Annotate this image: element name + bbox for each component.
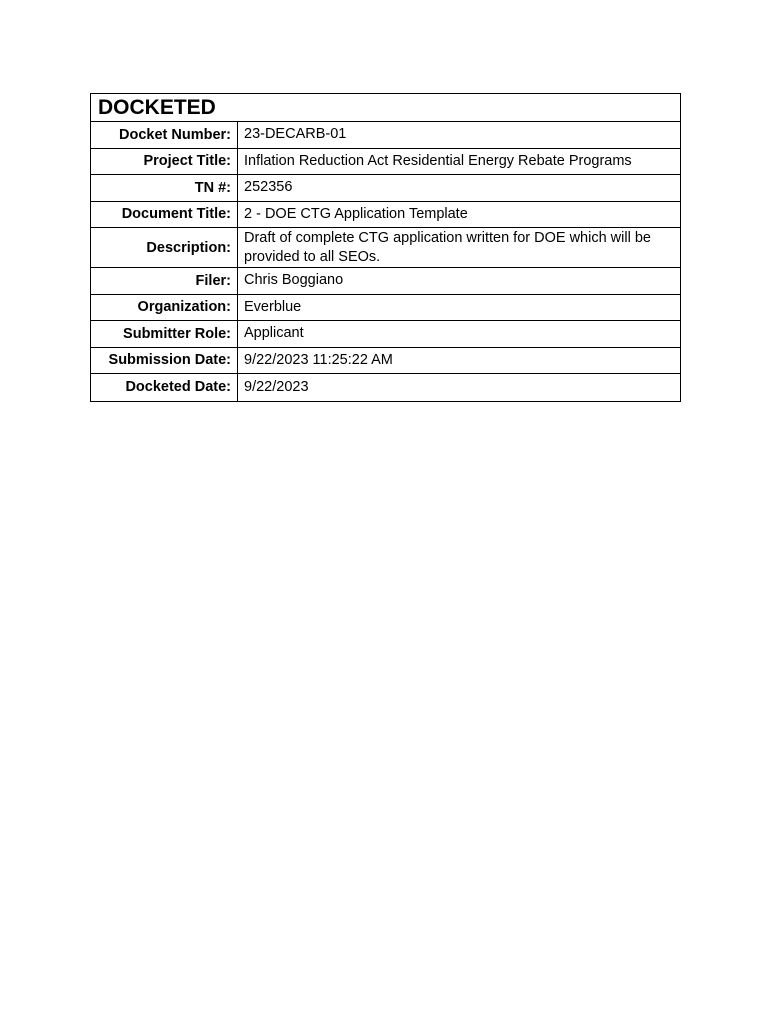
tn-value: 252356 [244, 179, 293, 196]
submission-date-value: 9/22/2023 11:25:22 AM [244, 351, 393, 368]
docket-row-submission-date [91, 348, 680, 375]
docket-heading: DOCKETED [91, 94, 680, 122]
description-value: Draft of complete CTG application written for DOE which will be provided to all SEOs. [244, 229, 651, 265]
docket-row-description [91, 228, 680, 268]
project-title-label: Project Title: [91, 149, 238, 175]
document-title-label: Document Title: [91, 202, 238, 228]
docket-row-project-title [91, 149, 680, 176]
organization-label: Organization: [91, 295, 238, 321]
docket-number-label: Docket Number: [91, 122, 238, 148]
submitter-role-label: Submitter Role: [91, 321, 238, 347]
docket-row-tn [91, 175, 680, 202]
document-title-value: 2 - DOE CTG Application Template [244, 205, 468, 222]
docketed-date-value: 9/22/2023 [244, 378, 309, 395]
description-label: Description: [91, 228, 238, 267]
tn-label: TN #: [91, 175, 238, 201]
organization-value: Everblue [244, 298, 302, 315]
docket-row-submitter-role [91, 321, 680, 348]
docket-row-filer [91, 268, 680, 295]
filer-label: Filer: [91, 268, 238, 294]
docket-info-table [90, 93, 681, 402]
docket-number-value: 23-DECARB-01 [244, 126, 347, 143]
docket-row-document-title [91, 202, 680, 229]
docket-row-docketed-date [91, 374, 680, 401]
submitter-role-value: Applicant [244, 325, 304, 342]
docket-row-organization [91, 295, 680, 322]
docketed-date-label: Docketed Date: [91, 374, 238, 401]
project-title-value: Inflation Reduction Act Residential Energy Rebate Programs [244, 152, 632, 169]
filer-value: Chris Boggiano [244, 272, 344, 289]
docket-row-docket-number [91, 122, 680, 149]
submission-date-label: Submission Date: [91, 348, 238, 374]
